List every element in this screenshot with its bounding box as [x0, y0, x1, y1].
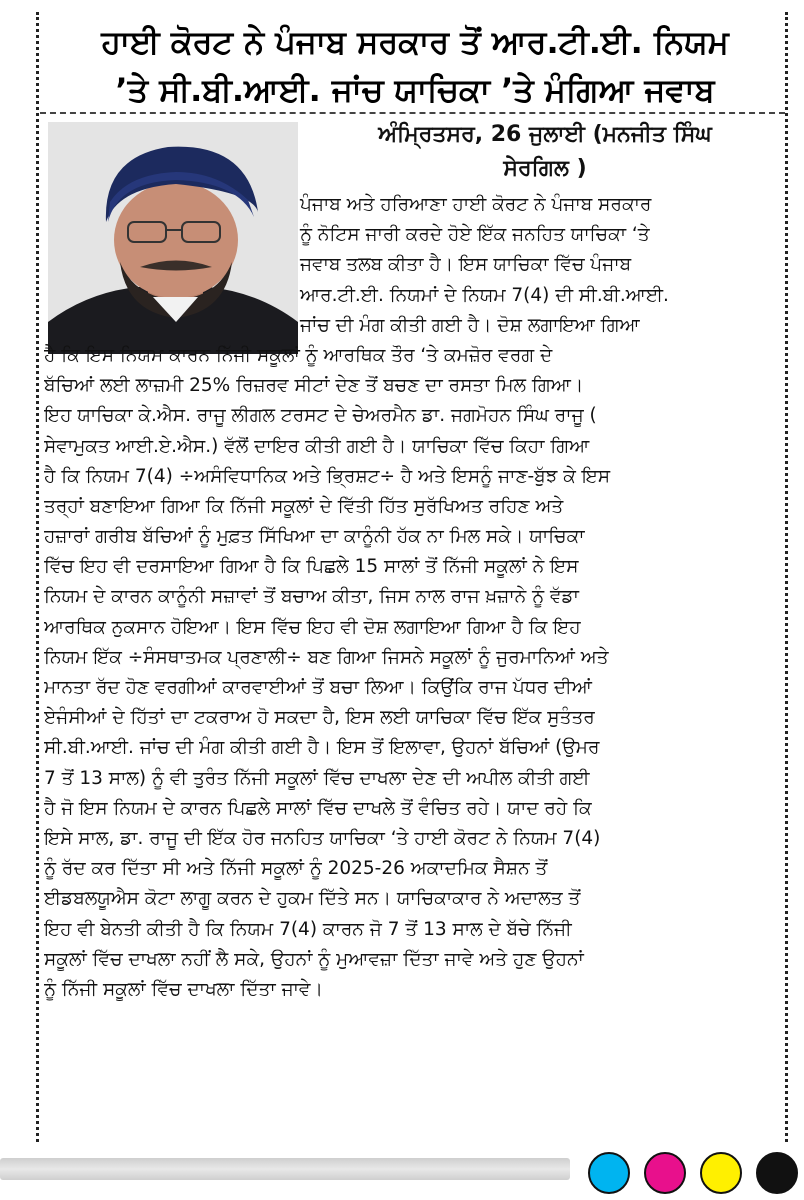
body-line: ਈਡਬਲਯੂਐਸ ਕੋਟਾ ਲਾਗੂ ਕਰਨ ਦੇ ਹੁਕਮ ਦਿੱਤੇ ਸਨ। ਯਾਚਿਕਾਕਾਰ ਨੇ ਅਦਾਲਤ ਤੋਂ: [44, 888, 581, 910]
dateline-line-2: ਸੇਰਗਿਲ ): [503, 156, 587, 181]
body-line: ਨੂੰ ਨੋਟਿਸ ਜਾਰੀ ਕਰਦੇ ਹੋਏ ਇੱਕ ਜਨਹਿਤ ਯਾਚਿਕਾ ‘ਤੇ: [300, 224, 650, 246]
scroll-bar-strip: [0, 1158, 570, 1180]
body-line: ਏਜੰਸੀਆਂ ਦੇ ਹਿੱਤਾਂ ਦਾ ਟਕਰਾਅ ਹੋ ਸਕਦਾ ਹੈ, ਇਸ ਲਈ ਯਾਚਿਕਾ ਵਿੱਚ ਇੱਕ ਸੁਤੰਤਰ: [44, 707, 595, 729]
dateline: [310, 118, 780, 186]
body-line: ਜਵਾਬ ਤਲਬ ਕੀਤਾ ਹੈ। ਇਸ ਯਾਚਿਕਾ ਵਿੱਚ ਪੰਜਾਬ: [300, 254, 632, 276]
article-body: [44, 190, 786, 1005]
body-line: ਇਹ ਵੀ ਬੇਨਤੀ ਕੀਤੀ ਹੈ ਕਿ ਨਿਯਮ 7(4) ਕਾਰਨ ਜੋ 7 ਤੋਂ 13 ਸਾਲ ਦੇ ਬੱਚੇ ਨਿੱਜੀ: [44, 918, 572, 940]
body-line: ਸੀ.ਬੀ.ਆਈ. ਜਾਂਚ ਦੀ ਮੰਗ ਕੀਤੀ ਗਈ ਹੈ। ਇਸ ਤੋਂ ਇਲਾਵਾ, ਉਹਨਾਂ ਬੱਚਿਆਂ (ਉਮਰ: [44, 737, 600, 759]
body-line: ਵਿੱਚ ਇਹ ਵੀ ਦਰਸਾਇਆ ਗਿਆ ਹੈ ਕਿ ਪਿਛਲੇ 15 ਸਾਲਾਂ ਤੋਂ ਨਿੱਜੀ ਸਕੂਲਾਂ ਨੇ ਇਸ: [44, 556, 579, 578]
body-line: ਨਿਯਮ ਦੇ ਕਾਰਨ ਕਾਨੂੰਨੀ ਸਜ਼ਾਵਾਂ ਤੋਂ ਬਚਾਅ ਕੀਤਾ, ਜਿਸ ਨਾਲ ਰਾਜ ਖ਼ਜ਼ਾਨੇ ਨੂੰ ਵੱਡਾ: [44, 586, 579, 608]
body-line: ਜਾਂਚ ਦੀ ਮੰਗ ਕੀਤੀ ਗਈ ਹੈ। ਦੋਸ਼ ਲਗਾਇਆ ਗਿਆ: [300, 314, 640, 336]
body-line: ਹੈ ਕਿ ਇਸ ਨਿਯਮ ਕਾਰਨ ਨਿੱਜੀ ਸਕੂਲਾਂ ਨੂੰ ਆਰਥਿਕ ਤੌਰ ‘ਤੇ ਕਮਜ਼ੋਰ ਵਰਗ ਦੇ: [44, 344, 553, 366]
body-line: ਨਿਯਮ ਇੱਕ ÷ਸੰਸਥਾਤਮਕ ਪ੍ਰਣਾਲੀ÷ ਬਣ ਗਿਆ ਜਿਸਨੇ ਸਕੂਲਾਂ ਨੂੰ ਜੁਰਮਾਨਿਆਂ ਅਤੇ: [44, 646, 609, 668]
headline: [50, 18, 780, 114]
headline-divider: [40, 112, 785, 114]
body-line: ਇਸੇ ਸਾਲ, ਡਾ. ਰਾਜੂ ਦੀ ਇੱਕ ਹੋਰ ਜਨਹਿਤ ਯਾਚਿਕਾ ‘ਤੇ ਹਾਈ ਕੋਰਟ ਨੇ ਨਿਯਮ 7(4): [44, 827, 601, 849]
headline-line-2: ’ਤੇ ਸੀ.ਬੀ.ਆਈ. ਜਾਂਚ ਯਾਚਿਕਾ ’ਤੇ ਮੰਗਿਆ ਜਵਾਬ: [115, 71, 715, 109]
body-line: ਆਰਥਿਕ ਨੁਕਸਾਨ ਹੋਇਆ। ਇਸ ਵਿੱਚ ਇਹ ਵੀ ਦੋਸ਼ ਲਗਾਇਆ ਗਿਆ ਹੈ ਕਿ ਇਹ: [44, 616, 581, 638]
body-line: ਮਾਨਤਾ ਰੱਦ ਹੋਣ ਵਰਗੀਆਂ ਕਾਰਵਾਈਆਂ ਤੋਂ ਬਚਾ ਲਿਆ। ਕਿਉਂਕਿ ਰਾਜ ਪੱਧਰ ਦੀਆਂ: [44, 677, 592, 698]
yellow-registration-dot: [700, 1152, 742, 1194]
body-line: ਆਰ.ਟੀ.ਈ. ਨਿਯਮਾਂ ਦੇ ਨਿਯਮ 7(4) ਦੀ ਸੀ.ਬੀ.ਆਈ.: [300, 284, 669, 306]
black-registration-dot: [756, 1152, 798, 1194]
dateline-line-1: ਅੰਮ੍ਰਿਤਸਰ, 26 ਜੁਲਾਈ (ਮਨਜੀਤ ਸਿੰਘ: [378, 122, 712, 147]
body-line: ਹਜ਼ਾਰਾਂ ਗਰੀਬ ਬੱਚਿਆਂ ਨੂੰ ਮੁਫ਼ਤ ਸਿੱਖਿਆ ਦਾ ਕਾਨੂੰਨੀ ਹੱਕ ਨਾ ਮਿਲ ਸਕੇ। ਯਾਚਿਕਾ: [44, 526, 585, 548]
body-line: ਪੰਜਾਬ ਅਤੇ ਹਰਿਆਣਾ ਹਾਈ ਕੋਰਟ ਨੇ ਪੰਜਾਬ ਸਰਕਾਰ: [300, 194, 652, 215]
body-line: ਨੂੰ ਨਿੱਜੀ ਸਕੂਲਾਂ ਵਿੱਚ ਦਾਖਲਾ ਦਿੱਤਾ ਜਾਵੇ।: [44, 978, 323, 1000]
body-line: ਹੈ ਜੋ ਇਸ ਨਿਯਮ ਦੇ ਕਾਰਨ ਪਿਛਲੇ ਸਾਲਾਂ ਵਿੱਚ ਦਾਖਲੇ ਤੋਂ ਵੰਚਿਤ ਰਹੇ। ਯਾਦ ਰਹੇ ਕਿ: [44, 797, 592, 819]
cyan-registration-dot: [588, 1152, 630, 1194]
body-line: ਬੱਚਿਆਂ ਲਈ ਲਾਜ਼ਮੀ 25% ਰਿਜ਼ਰਵ ਸੀਟਾਂ ਦੇਣ ਤੋਂ ਬਚਣ ਦਾ ਰਸਤਾ ਮਿਲ ਗਿਆ।: [44, 375, 584, 397]
body-line: ਇਹ ਯਾਚਿਕਾ ਕੇ.ਐਸ. ਰਾਜੂ ਲੀਗਲ ਟਰਸਟ ਦੇ ਚੇਅਰਮੈਨ ਡਾ. ਜਗਮੋਹਨ ਸਿੰਘ ਰਾਜੂ (: [44, 405, 597, 427]
body-line: 7 ਤੋਂ 13 ਸਾਲ) ਨੂੰ ਵੀ ਤੁਰੰਤ ਨਿੱਜੀ ਸਕੂਲਾਂ ਵਿੱਚ ਦਾਖਲਾ ਦੇਣ ਦੀ ਅਪੀਲ ਕੀਤੀ ਗਈ: [44, 767, 590, 789]
body-line: ਤਰ੍ਹਾਂ ਬਣਾਇਆ ਗਿਆ ਕਿ ਨਿੱਜੀ ਸਕੂਲਾਂ ਦੇ ਵਿੱਤੀ ਹਿੱਤ ਸੁਰੱਖਿਅਤ ਰਹਿਣ ਅਤੇ: [44, 495, 564, 517]
print-registration-marks: [588, 1150, 804, 1200]
headline-line-1: ਹਾਈ ਕੋਰਟ ਨੇ ਪੰਜਾਬ ਸਰਕਾਰ ਤੋਂ ਆਰ.ਟੀ.ਈ. ਨਿਯਮ: [101, 23, 729, 61]
body-line: ਨੂੰ ਰੱਦ ਕਰ ਦਿੱਤਾ ਸੀ ਅਤੇ ਨਿੱਜੀ ਸਕੂਲਾਂ ਨੂੰ 2025-26 ਅਕਾਦਮਿਕ ਸੈਸ਼ਨ ਤੋਂ: [44, 858, 548, 880]
body-line: ਹੈ ਕਿ ਨਿਯਮ 7(4) ÷ਅਸੰਵਿਧਾਨਿਕ ਅਤੇ ਭ੍ਰਿਸ਼ਟ÷ ਹੈ ਅਤੇ ਇਸਨੂੰ ਜਾਣ-ਬੁੱਝ ਕੇ ਇਸ: [44, 465, 611, 487]
body-line: ਸਕੂਲਾਂ ਵਿੱਚ ਦਾਖਲਾ ਨਹੀਂ ਲੈ ਸਕੇ, ਉਹਨਾਂ ਨੂੰ ਮੁਆਵਜ਼ਾ ਦਿੱਤਾ ਜਾਵੇ ਅਤੇ ਹੁਣ ਉਹਨਾਂ: [44, 948, 584, 970]
magenta-registration-dot: [644, 1152, 686, 1194]
body-line: ਸੇਵਾਮੁਕਤ ਆਈ.ਏ.ਐਸ.) ਵੱਲੋਂ ਦਾਇਰ ਕੀਤੀ ਗਈ ਹੈ। ਯਾਚਿਕਾ ਵਿੱਚ ਕਿਹਾ ਗਿਆ: [44, 435, 590, 457]
